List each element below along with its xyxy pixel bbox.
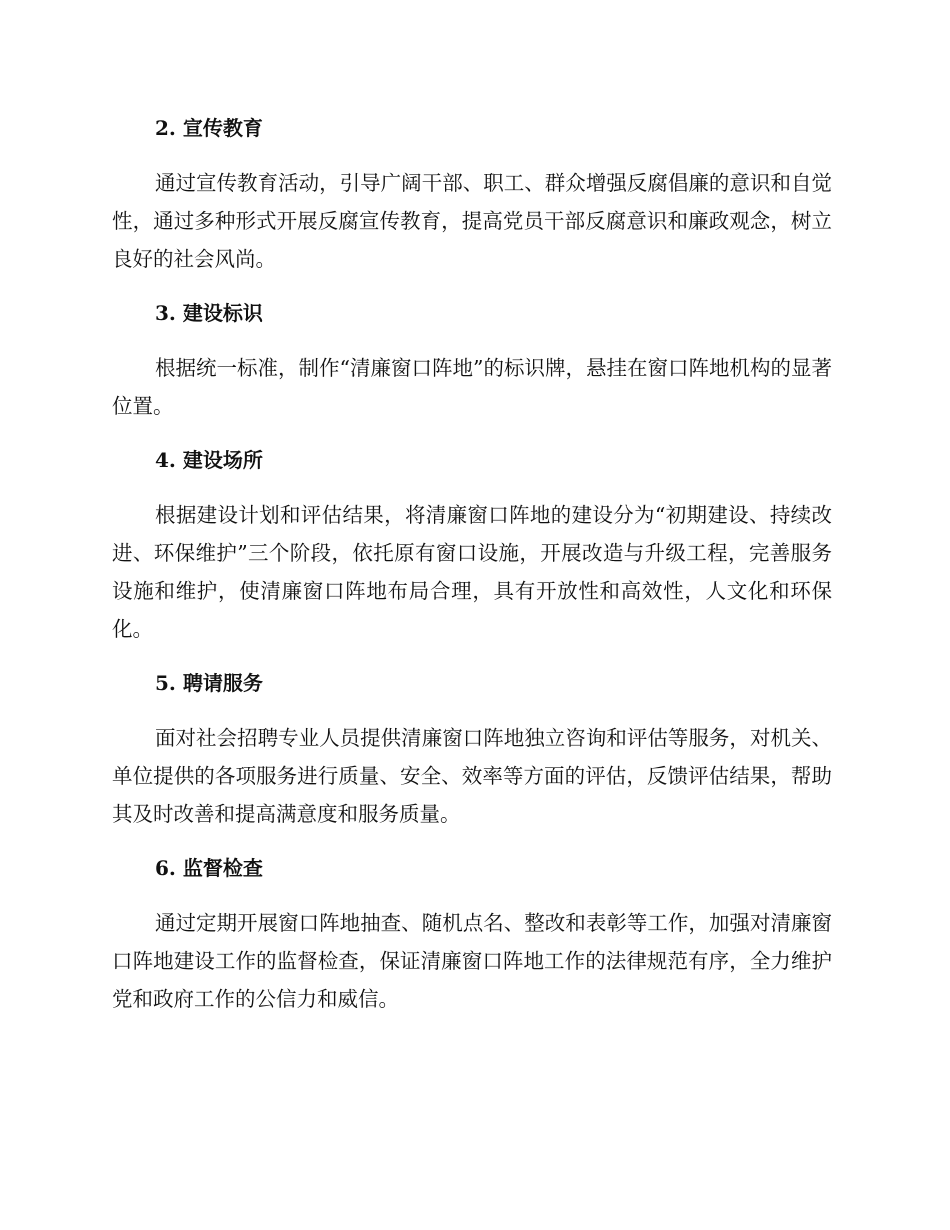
section-heading: 5. 聘请服务 [155, 671, 263, 695]
section-paragraph: 根据统一标准，制作“清廉窗口阵地”的标识牌，悬挂在窗口阵地机构的显著位置。 [112, 356, 832, 418]
section-heading: 6. 监督检查 [155, 856, 263, 880]
section-heading: 4. 建设场所 [155, 448, 263, 472]
section-publicity-education [112, 112, 832, 278]
section-supervision-inspection [112, 852, 832, 1018]
section-paragraph: 通过宣传教育活动，引导广阔干部、职工、群众增强反腐倡廉的意识和自觉性，通过多种形式开展反腐宣传教育，提高党员干部反腐意识和廉政观念，树立良好的社会风尚。 [112, 171, 832, 271]
section-heading: 3. 建设标识 [155, 301, 263, 325]
section-paragraph: 通过定期开展窗口阵地抽查、随机点名、整改和表彰等工作，加强对清廉窗口阵地建设工作的监督检查，保证清廉窗口阵地工作的法律规范有序，全力维护党和政府工作的公信力和威信。 [112, 911, 832, 1011]
section-paragraph: 面对社会招聘专业人员提供清廉窗口阵地独立咨询和评估等服务，对机关、单位提供的各项服务进行质量、安全、效率等方面的评估，反馈评估结果，帮助其及时改善和提高满意度和服务质量。 [112, 726, 832, 826]
section-paragraph: 根据建设计划和评估结果，将清廉窗口阵地的建设分为“初期建设、持续改进、环保维护”三个阶段，依托原有窗口设施，开展改造与升级工程，完善服务设施和维护，使清廉窗口阵地布局合理，具有开放性和高效性，人文化和环保化。 [112, 503, 832, 641]
section-build-venue [112, 444, 832, 648]
section-hire-services [112, 667, 832, 833]
document-content [112, 112, 832, 1018]
section-build-signage [112, 297, 832, 425]
section-heading: 2. 宣传教育 [155, 116, 263, 140]
